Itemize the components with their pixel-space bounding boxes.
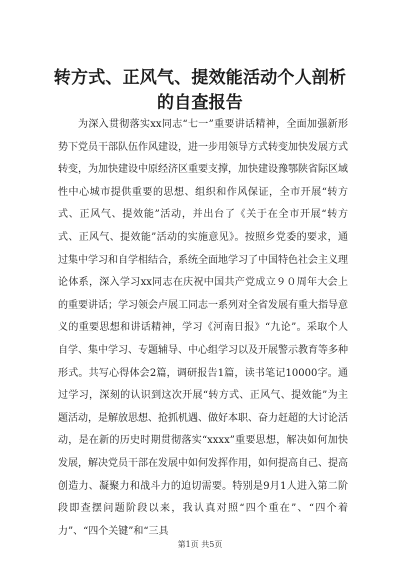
document-title: 转方式、正风气、提效能活动个人剖析的自查报告 [53, 68, 347, 113]
document-body-paragraph: 为深入贯彻落实xx同志“七一”重要讲话精神，全面加强新形势下党员干部队伍作风建设，进一步用领导方式转变加快发展方式转变，为加快建设中原经济区重要支撑，加快建设豫鄂陕省际区域性中心城市提供重要的思想、组织和作风保证，全市开展“转方式、正风气、提效能”活动，并出台了《关于在全市开展“转方式、正风气、提效能”活动的实施意见》。按照乡党委的要求，通过集中学习和自学相结合，系统全面地学习了中国特色社会主义理论体系，深入学习xx同志在庆祝中国共产党成立９０周年大会上的重要讲话；学习领会卢展工同志一系列对全省发展有重大指导意义的重要思想和讲话精神，学习《河南日报》“九论”。采取个人自学、集中学习、专题辅导、中心组学习以及开展警示教育等多种形式。共写心得体会2篇，调研报告1篇，读书笔记10000字。通过学习，深刻的认识到这次开展“转方式、正风气、提效能”为主题活动，是解放思想、抢抓机遇、做好本职、奋力赶超的大讨论活动，是在新的历史时期贯彻落实“xxxx”重要思想，解决如何加快发展，解决党员干部在发展中如何发挥作用，如何提高自己、提高创造力、凝聚力和战斗力的迫切需要。特别是9月1人进入第二阶段即查摆问题阶段以来，我认真对照“四个重在”、“四个着力”、“四个关键”和“三具 [58, 119, 348, 537]
page-number-footer: 第1页 共5页 [177, 540, 223, 549]
